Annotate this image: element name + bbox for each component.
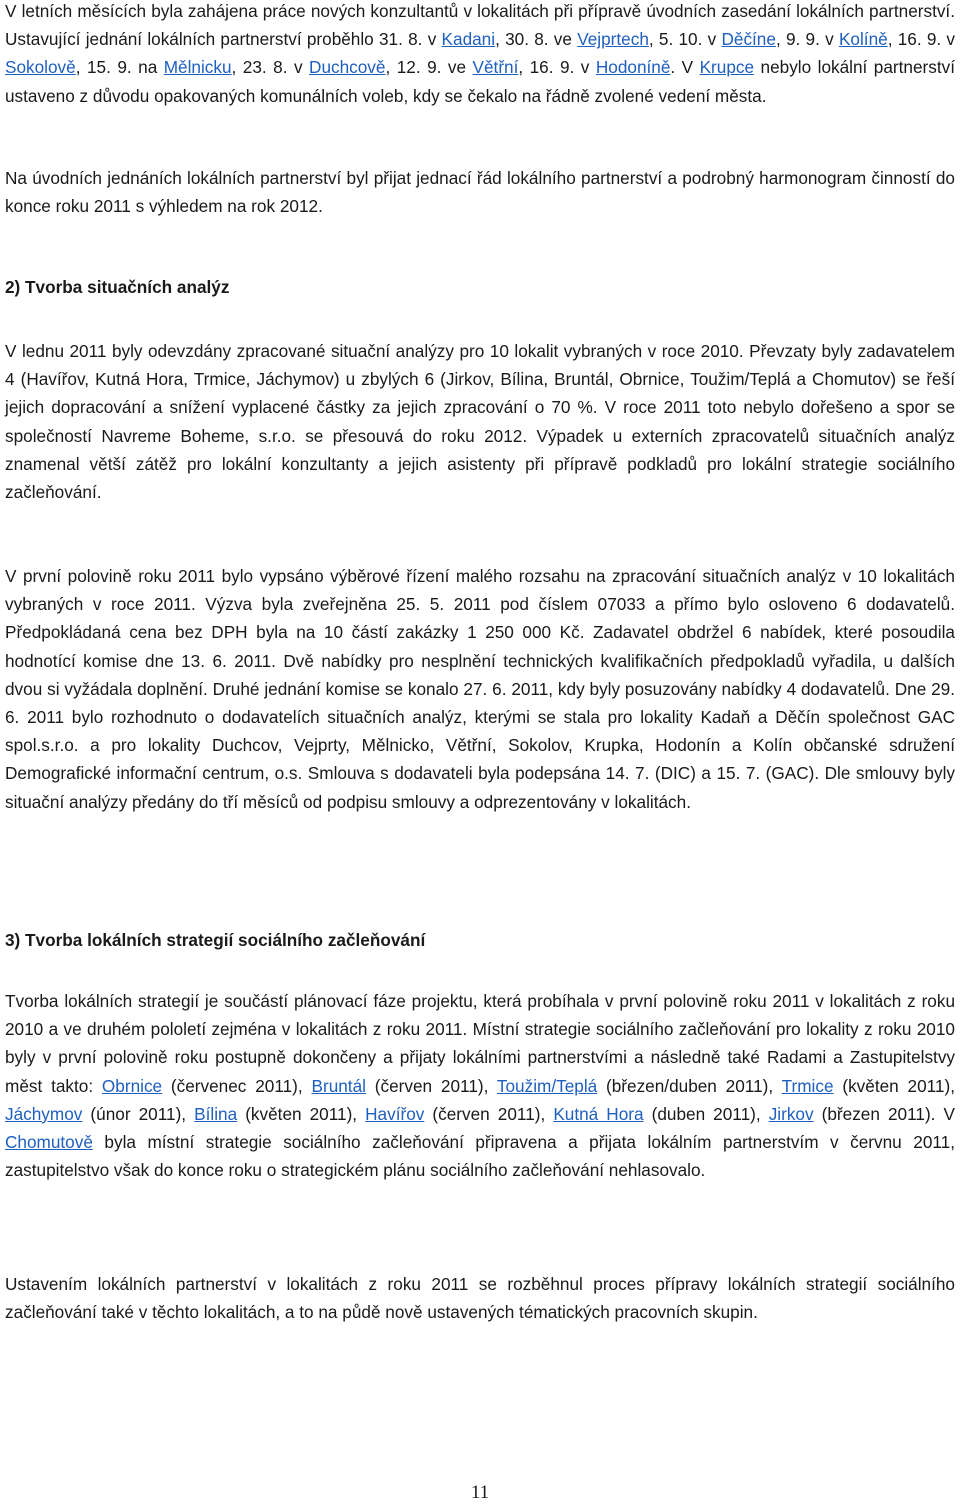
link-jirkov[interactable]: Jirkov bbox=[768, 1103, 814, 1124]
paragraph-strategies bbox=[5, 987, 955, 1184]
link-trmice[interactable]: Trmice bbox=[781, 1075, 834, 1096]
paragraph-partnerships bbox=[5, 0, 955, 110]
text: (červen 2011), bbox=[424, 1103, 554, 1124]
text: , 16. 9. v bbox=[887, 29, 956, 50]
link-melnicko[interactable]: Mělnicku bbox=[163, 57, 232, 78]
link-duchcov[interactable]: Duchcově bbox=[309, 57, 386, 78]
text: , 5. 10. v bbox=[648, 29, 722, 50]
text: (březen 2011). V bbox=[813, 1103, 955, 1124]
text: nebylo lokální partnerství ustaveno z důvodu opakovaných komunálních voleb, kdy se čekalo na řádně zvolené vedení města. bbox=[5, 57, 955, 106]
link-sokolov[interactable]: Sokolově bbox=[5, 57, 76, 78]
link-chomutov[interactable]: Chomutově bbox=[5, 1132, 93, 1153]
text: , 9. 9. v bbox=[775, 29, 839, 50]
paragraph-working-groups: Ustavením lokálních partnerství v lokalitách z roku 2011 se rozběhnul proces přípravy lokálních strategií sociálního začleňování také v těchto lokalitách, a to na půdě nově ustavených tématických pracovních skupin. bbox=[5, 1274, 955, 1323]
text: (únor 2011), bbox=[82, 1103, 195, 1124]
link-obrnice[interactable]: Obrnice bbox=[101, 1075, 163, 1096]
text: , 23. 8. v bbox=[231, 57, 310, 78]
text: , 15. 9. na bbox=[75, 57, 164, 78]
text: V letních měsících byla zahájena práce nových konzultantů v lokalitách při přípravě úvodních zasedání lokálních partnerství. Ustavující jednání lokálních partnerství proběhlo 31. 8. v bbox=[5, 1, 955, 50]
text: (květen 2011), bbox=[237, 1103, 366, 1124]
link-kadan[interactable]: Kadani bbox=[441, 29, 496, 50]
text: Tvorba lokálních strategií je součástí plánovací fáze projektu, která probíhala v první polovině roku 2011 v lokalitách z roku 2010 a ve druhém pololetí zejména v lokalitách z roku 2011. Místní strategie sociálního začleňování pro lokality z roku 2010 byly v první polovině roku postupně dokončeny a přijaty lokálními partnerstvími a následně také Radami a Zastupitelstvy měst takto: bbox=[5, 991, 955, 1096]
link-krupka[interactable]: Krupce bbox=[699, 57, 755, 78]
text: byla místní strategie sociálního začleňování připravena a přijata lokálním partnerstvím v červnu 2011, zastupitelstvo však do konce roku o strategickém plánu sociálního začleňování nehlasovalo. bbox=[5, 1132, 955, 1181]
link-bruntal[interactable]: Bruntál bbox=[311, 1075, 366, 1096]
text: (květen 2011), bbox=[833, 1075, 955, 1096]
text: (duben 2011), bbox=[643, 1103, 769, 1124]
text: (červenec 2011), bbox=[162, 1075, 312, 1096]
text: (březen/duben 2011), bbox=[597, 1075, 782, 1096]
link-kutna-hora[interactable]: Kutná Hora bbox=[553, 1103, 644, 1124]
link-bilina[interactable]: Bílina bbox=[194, 1103, 238, 1124]
text: , 30. 8. ve bbox=[495, 29, 578, 50]
text: , 12. 9. ve bbox=[385, 57, 473, 78]
paragraph-analyses-2010: V lednu 2011 byly odevzdány zpracované situační analýzy pro 10 lokalit vybraných v roce 2010. Převzaty byly zadavatelem 4 (Havířov, Kutná Hora, Trmice, Jáchymov) u zbylých 6 (Jirkov, Bílina, Bruntál, Obrnice, Toužim/Teplá a Chomutov) se řeší jejich dopracování a snížení vyplacené částky za jejich zpracování o 70 %. V roce 2011 toto nebylo dořešeno a spor se společností Navreme Boheme, s.r.o. se přesouvá do roku 2012. Výpadek u externích zpracovatelů situačních analýz znamenal větší zátěž pro lokální konzultanty a jejich asistenty při přípravě podkladů pro lokální strategie sociálního začleňování. bbox=[5, 341, 955, 503]
section-heading-local-strategies: 3) Tvorba lokálních strategií sociálního začleňování bbox=[5, 930, 426, 950]
paragraph-tender-2011: V první polovině roku 2011 bylo vypsáno výběrové řízení malého rozsahu na zpracování situačních analýz v 10 lokalitách vybraných v roce 2011. Výzva byla zveřejněna 25. 5. 2011 pod číslem 07033 a přímo bylo osloveno 6 dodavatelů. Předpokládaná cena bez DPH byla na 10 částí zakázky 1 250 000 Kč. Zadavatel obdržel 6 nabídek, které posoudila hodnotící komise dne 13. 6. 2011. Dvě nabídky pro nesplnění technických kvalifikačních předpokladů vyřadila, u dalších dvou si vyžádala doplnění. Druhé jednání komise se konalo 27. 6. 2011, kdy byly posuzovány nabídky 4 dodavatelů. Dne 29. 6. 2011 bylo rozhodnuto o dodavatelích situačních analýz, kterými se stala pro lokality Kadaň a Děčín společnost GAC spol.s.r.o. a pro lokality Duchcov, Vejprty, Mělnicko, Větřní, Sokolov, Krupka, Hodonín a Kolín občanské sdružení Demografické informační centrum, o.s. Smlouva s dodavateli byla podepsána 14. 7. (DIC) a 15. 7. (GAC). Dle smlouvy byly situační analýzy předány do tří měsíců od podpisu smlouvy a odprezentovány v lokalitách. bbox=[5, 566, 955, 812]
link-havirov[interactable]: Havířov bbox=[365, 1103, 425, 1124]
link-hodonin[interactable]: Hodoníně bbox=[595, 57, 671, 78]
text: (červen 2011), bbox=[365, 1075, 497, 1096]
link-touzim-tepla[interactable]: Toužim/Teplá bbox=[496, 1075, 598, 1096]
link-vetrni[interactable]: Větřní bbox=[472, 57, 519, 78]
link-jachymov[interactable]: Jáchymov bbox=[5, 1103, 83, 1124]
link-vejprty[interactable]: Vejprtech bbox=[577, 29, 649, 50]
section-heading-situational-analyses: 2) Tvorba situačních analýz bbox=[5, 277, 230, 297]
text: . V bbox=[670, 57, 700, 78]
link-decin[interactable]: Děčíne bbox=[721, 29, 776, 50]
paragraph-rules: Na úvodních jednáních lokálních partnerství byl přijat jednací řád lokálního partnerství a podrobný harmonogram činností do konce roku 2011 s výhledem na rok 2012. bbox=[5, 168, 955, 217]
link-kolin[interactable]: Kolíně bbox=[838, 29, 888, 50]
page-number: 11 bbox=[470, 1482, 490, 1503]
text: , 16. 9. v bbox=[518, 57, 596, 78]
